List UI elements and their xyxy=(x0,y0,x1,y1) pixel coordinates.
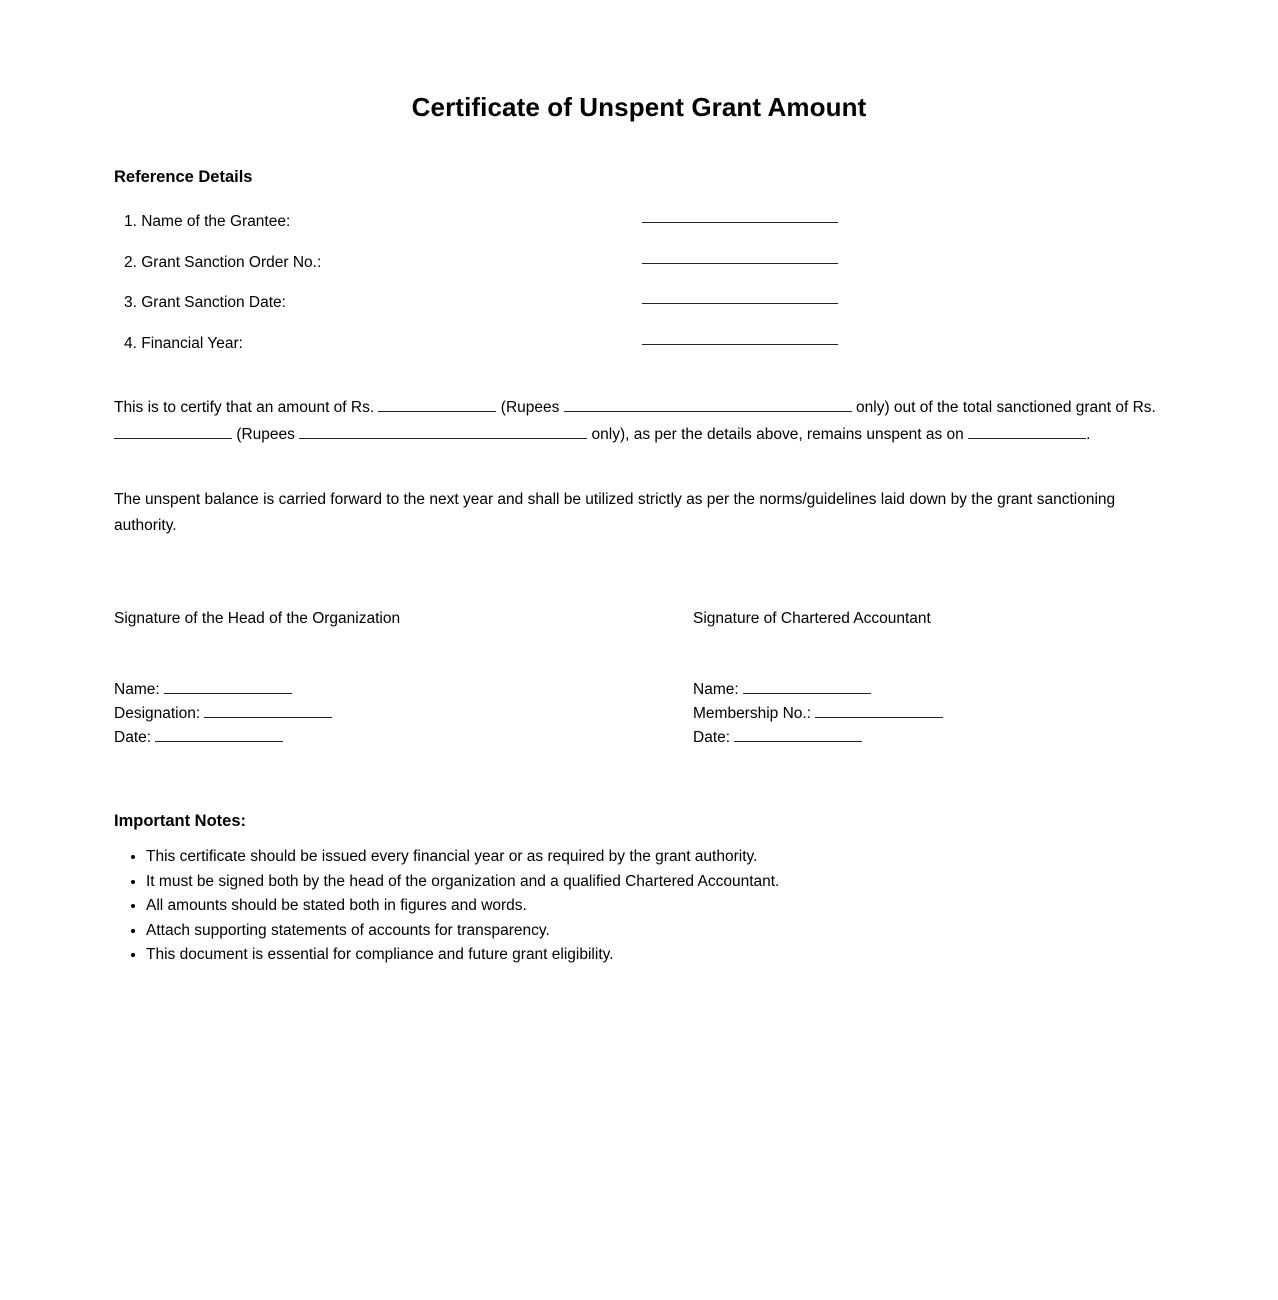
reference-row xyxy=(114,335,1160,354)
certification-blank-unspent-amount-words[interactable] xyxy=(564,411,852,412)
reference-label-sanction-date: 3. Grant Sanction Date: xyxy=(124,294,286,312)
signature-field-row xyxy=(114,726,637,750)
signature-column-head-of-organization xyxy=(114,610,637,750)
reference-row xyxy=(114,213,1160,232)
signature-fields-chartered-accountant xyxy=(693,678,1160,750)
certification-paragraph xyxy=(114,395,1160,448)
reference-blank-sanction-date[interactable] xyxy=(642,302,838,304)
signature-field-blank-date[interactable] xyxy=(155,741,283,742)
certification-text-part2: (Rupees xyxy=(500,399,560,417)
signature-field-label-name: Name: xyxy=(114,681,160,698)
list-item: • It must be signed both by the head of the organization and a qualified Chartered Accountant. xyxy=(146,870,1160,894)
signature-block xyxy=(114,610,1160,750)
certification-blank-sanctioned-amount-figures[interactable] xyxy=(114,438,232,439)
signature-field-row xyxy=(693,702,1160,726)
certification-text-part6: . xyxy=(1086,426,1091,444)
reference-row xyxy=(114,254,1160,273)
signature-field-label-designation: Designation: xyxy=(114,705,201,723)
signature-title-chartered-accountant: Signature of Chartered Accountant xyxy=(693,610,931,627)
reference-blank-sanction-order-no[interactable] xyxy=(642,262,838,264)
reference-row xyxy=(114,294,1160,313)
signature-field-row xyxy=(693,678,1160,702)
document-body xyxy=(0,168,1278,967)
reference-label-financial-year: 4. Financial Year: xyxy=(124,334,243,352)
signature-fields-head-of-organization xyxy=(114,678,637,750)
signature-title-head-of-organization: Signature of the Head of the Organization xyxy=(114,610,401,627)
signature-column-chartered-accountant xyxy=(637,610,1160,750)
list-item: • This certificate should be issued every financial year or as required by the grant authority. xyxy=(146,845,1160,869)
certification-blank-as-on-date[interactable] xyxy=(968,438,1086,439)
signature-field-blank-membership-no[interactable] xyxy=(815,717,943,718)
signature-field-row xyxy=(114,678,637,702)
signature-field-label-name-ca: Name: xyxy=(693,681,739,698)
reference-details-heading: Reference Details xyxy=(114,168,253,186)
reference-blank-financial-year[interactable] xyxy=(642,343,838,345)
certification-blank-sanctioned-amount-words[interactable] xyxy=(299,438,587,439)
signature-field-label-date-ca: Date: xyxy=(693,729,731,747)
signature-field-label-membership-no: Membership No.: xyxy=(693,705,812,723)
signature-field-blank-name-ca[interactable] xyxy=(743,693,871,694)
reference-blank-grantee-name[interactable] xyxy=(642,221,838,223)
certification-text-part5: only), as per the details above, remains unspent as on xyxy=(591,426,964,444)
signature-field-blank-name[interactable] xyxy=(164,693,292,694)
certification-text-part3: only) out of the total sanctioned grant of Rs. xyxy=(856,399,1156,417)
reference-details-list xyxy=(114,213,1160,353)
signature-field-blank-designation[interactable] xyxy=(204,717,332,718)
certification-text-part4: (Rupees xyxy=(236,426,295,444)
signature-field-row xyxy=(114,702,637,726)
important-notes-list xyxy=(114,845,1160,967)
page-title: Certificate of Unspent Grant Amount xyxy=(411,92,867,122)
list-item: • Attach supporting statements of accounts for transparency. xyxy=(146,919,1160,943)
important-notes-heading: Important Notes: xyxy=(114,812,246,831)
carry-forward-paragraph: The unspent balance is carried forward to the next year and shall be utilized strictly as per the norms/guidelines laid down by the grant sanctioning authority. xyxy=(114,490,1116,535)
signature-field-label-date: Date: xyxy=(114,729,152,747)
list-item: • All amounts should be stated both in figures and words. xyxy=(146,894,1160,918)
signature-field-row xyxy=(693,726,1160,750)
list-item: • This document is essential for compliance and future grant eligibility. xyxy=(146,943,1160,967)
reference-label-grantee-name: 1. Name of the Grantee: xyxy=(124,213,291,230)
certification-text-part1: This is to certify that an amount of Rs. xyxy=(114,399,375,417)
signature-field-blank-date-ca[interactable] xyxy=(734,741,862,742)
reference-label-sanction-order-no: 2. Grant Sanction Order No.: xyxy=(124,253,322,271)
certification-blank-unspent-amount-figures[interactable] xyxy=(378,411,496,412)
